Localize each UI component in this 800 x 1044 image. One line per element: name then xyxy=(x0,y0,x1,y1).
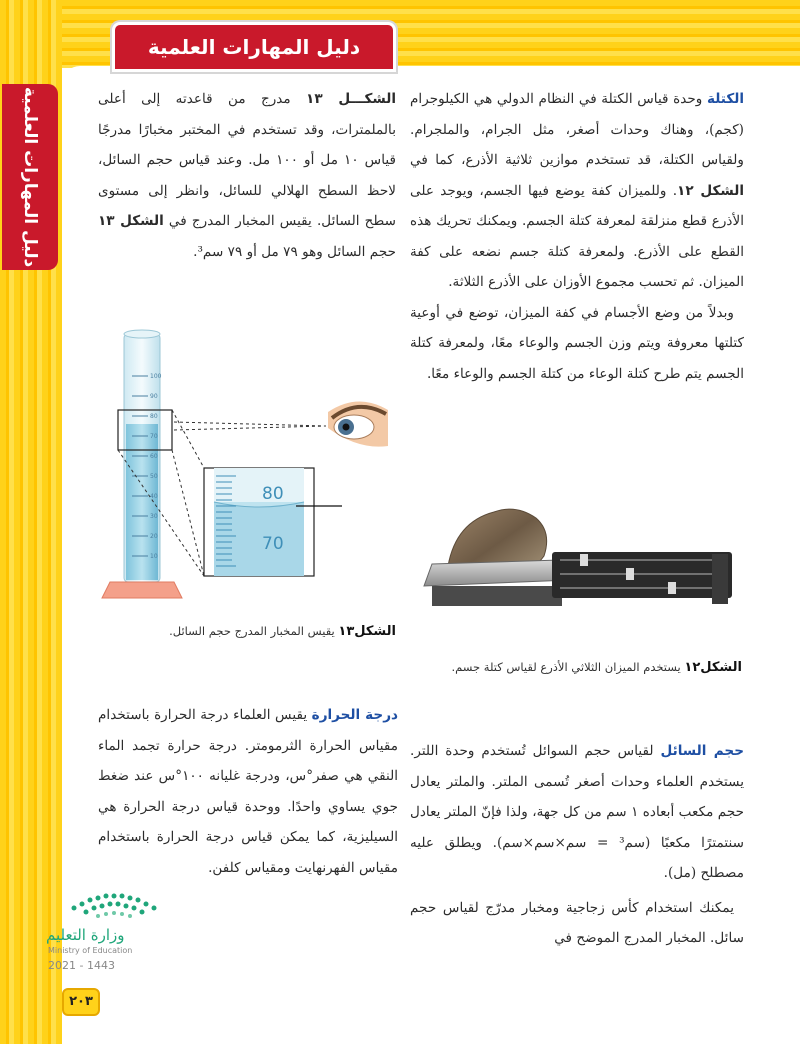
ministry-logo xyxy=(44,880,194,990)
ministry-english: Ministry of Education xyxy=(48,946,133,955)
page-number: ٢٠٣ xyxy=(62,988,100,1016)
figure12-caption-label: الشكل١٢ xyxy=(684,660,742,675)
tick-label: 10 xyxy=(150,553,158,560)
figure12-caption xyxy=(412,660,742,675)
ministry-arabic: وزارة التعليم xyxy=(46,926,125,944)
chapter-header-title: دليل المهارات العلمية xyxy=(147,35,361,59)
figure13-caption xyxy=(100,624,396,639)
figure12-photo xyxy=(412,494,742,650)
mass-paragraph-2: وبدلاً من وضع الأجسام في كفة الميزان، توضع في أوعية كتلتها معروفة ويتم وزن الجسم والوعاء معًا، ولمعرفة كتلة الجسم يتم طرح كتلة الوعاء من كتلة الجسم والوعاء معًا. xyxy=(410,304,744,382)
cylinder-text-1: مدرج من قاعدته إلى أعلى بالملمترات، وقد تستخدم في المختبر مخبارًا مدرجًا قياس ١٠ مل أو ١٠٠ مل. وعند قياس حجم السائل، لاحظ السطح الهلالي للسائل، وانظر إلى مستوى سطح السائل. يقيس المخبار المدرج في xyxy=(98,91,396,229)
tick-label: 50 xyxy=(150,473,158,480)
chapter-header-tab xyxy=(112,22,396,72)
temperature-paragraph xyxy=(98,700,398,883)
eye-icon xyxy=(328,401,388,446)
fig13-label: الشكـــل ١٣ xyxy=(306,91,396,107)
figure12-caption-text: يستخدم الميزان الثلاثي الأذرع لقياس كتلة جسم. xyxy=(451,660,685,674)
figure13-illustration xyxy=(96,326,396,616)
ministry-year: 2021 - 1443 xyxy=(48,959,115,972)
cylinder-text-2: حجم السائل وهو ٧٩ مل أو ٧٩ سم³. xyxy=(193,243,396,260)
figure13-caption-text: يقيس المخبار المدرج حجم السائل. xyxy=(169,624,339,638)
temperature-text: يقيس العلماء درجة الحرارة باستخدام مقياس الحرارة الثرمومتر. درجة حرارة تجمد الماء النقي هي صفر°س، ودرجة غليانه ١٠٠°س عند ضغط جوي يساوي واحدًا. ووحدة قياس درجة الحرارة هي السيليزية، كما يمكن قياس درجة الحرارة باستخدام مقياس الفهرنهايت ومقياس كلفن. xyxy=(98,707,399,876)
cylinder-base xyxy=(102,582,182,598)
tick-label: 90 xyxy=(150,393,158,400)
mass-text-2: . وللميزان كفة يوضع فيها الجسم، ويوجد على الأذرع قطع منزلقة لمعرفة كتلة الجسم. ويمكنك تحريك هذه القطع على الأذرع. ولمعرفة كتلة جسم نضعه على كفة الميزان. ثم تحسب مجموع الأوزان على الأذرع الثلاثة. xyxy=(410,182,744,290)
tick-label: 70 xyxy=(150,433,158,440)
tick-label: 40 xyxy=(150,493,158,500)
liquid-volume-text: لقياس حجم السوائل تُستخدم وحدة اللتر. يستخدم العلماء وحدات أصغر تُسمى الملتر. والملتر يعادل حجم مكعب أبعاده ١ سم من كل جهة، ولذا فإنّ الملتر يعادل سنتمترًا مكعبًا (سم³ = سم×سم×سم). ويطلق عليه مصطلح (مل). xyxy=(410,743,745,881)
liquid-volume-keyword: حجم السائل xyxy=(660,743,744,759)
balance-base xyxy=(432,586,562,606)
zoom-label-80: 80 xyxy=(262,484,284,504)
tick-label: 30 xyxy=(150,513,158,520)
cylinder-paragraph xyxy=(98,84,396,267)
mass-paragraph xyxy=(410,84,744,298)
figure13-caption-label: الشكل١٣ xyxy=(338,624,396,639)
graduated-cylinder-section xyxy=(98,84,396,267)
fig13-reference: الشكل ١٣ xyxy=(98,213,164,229)
tick-label: 80 xyxy=(150,413,158,420)
tick-label: 100 xyxy=(150,373,162,380)
zoom-label-70: 70 xyxy=(262,534,284,554)
tick-label: 60 xyxy=(150,453,158,460)
mass-keyword: الكتلة xyxy=(706,91,744,107)
side-section-tab xyxy=(2,84,58,270)
mass-text-1: وحدة قياس الكتلة في النظام الدولي هي الكيلوجرام (كجم)، وهناك وحدات أصغر، مثل الجرام، والملجرام. ولقياس الكتلة، قد تستخدم موازين ثلاثية الأذرع، كما في xyxy=(410,91,744,168)
liquid-volume-paragraph xyxy=(410,736,744,889)
temperature-section xyxy=(98,700,398,883)
tick-label: 20 xyxy=(150,533,158,540)
fig12-reference: الشكل ١٢ xyxy=(677,182,744,199)
liquid-volume-paragraph-2: يمكنك استخدام كأس زجاجية ومخبار مدرّج لقياس حجم سائل. المخبار المدرج الموضح في xyxy=(410,899,744,946)
temperature-keyword: درجة الحرارة xyxy=(311,707,398,723)
mass-section xyxy=(410,84,744,389)
side-section-label: دليل المهارات العلمية xyxy=(20,86,40,268)
ministry-dots-icon xyxy=(64,880,184,920)
liquid-volume-section xyxy=(410,736,744,954)
